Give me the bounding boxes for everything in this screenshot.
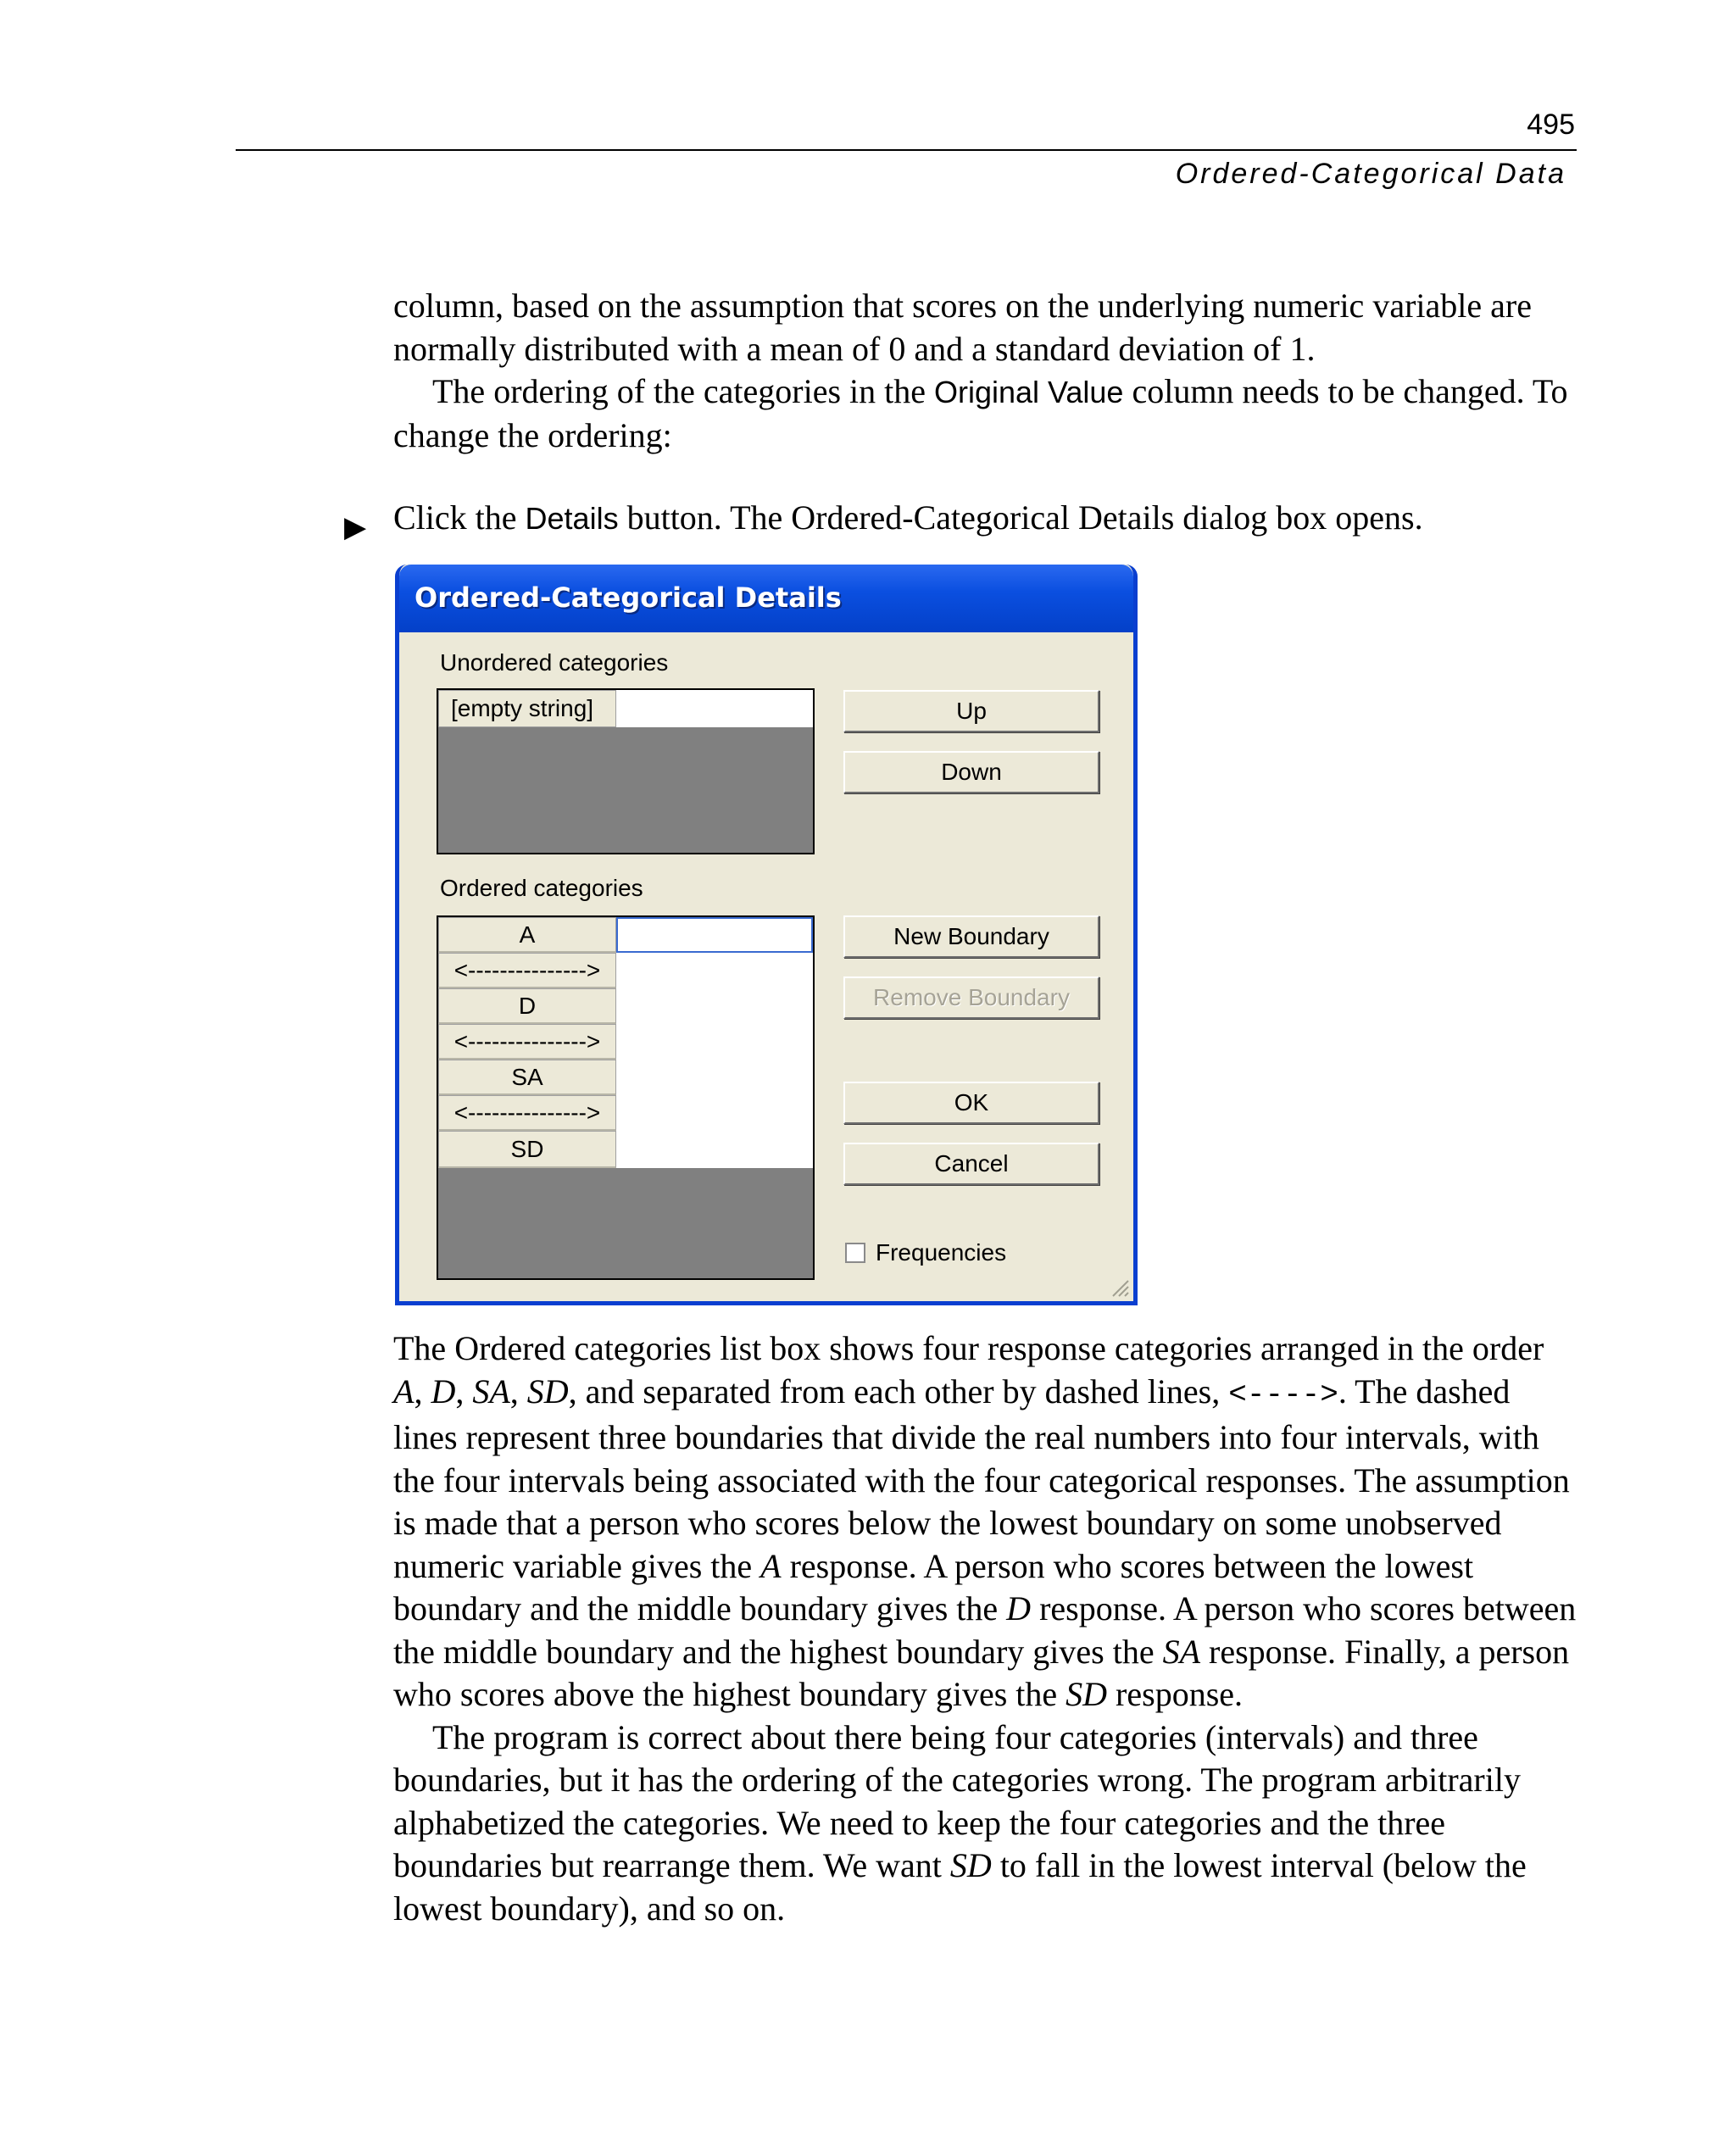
- unordered-item[interactable]: [empty string]: [438, 690, 616, 727]
- explanation-paragraph-1: The Ordered categories list box shows four response categories arranged in the order A, D, SA, SD, and separated from each other by dashed lines, <---->. The dashed lines represent three boundaries that divide the real numbers into four intervals, with the four intervals being associated with the four categorical responses. The assumption is made that a person who scores below the lowest boundary on some unobserved numeric variable gives the A response. A person who scores between the lowest boundary and the middle boundary gives the D response. A person who scores between the middle boundary and the highest boundary gives the SA response. Finally, a person who scores above the highest boundary gives the SD response.: [393, 1329, 1577, 1713]
- ordered-boundary-3[interactable]: <--------------->: [438, 1095, 616, 1131]
- original-value-term: Original Value: [934, 375, 1124, 409]
- up-button[interactable]: Up: [843, 690, 1099, 732]
- intro-paragraph-2: The ordering of the categories in the Original Value column needs to be changed. To change the ordering:: [393, 372, 1568, 454]
- ordered-categories-label: Ordered categories: [440, 875, 643, 901]
- intro-text: [393, 285, 1580, 457]
- down-button[interactable]: Down: [843, 751, 1099, 793]
- bullet-arrow-icon: ▶: [344, 512, 367, 543]
- header-rule: [236, 149, 1577, 151]
- ok-button[interactable]: OK: [843, 1082, 1099, 1124]
- remove-boundary-button[interactable]: Remove Boundary: [843, 976, 1099, 1019]
- details-term: Details: [525, 501, 619, 536]
- ordered-item-sa[interactable]: SA: [438, 1060, 616, 1095]
- frequencies-checkbox[interactable]: [845, 1243, 865, 1263]
- unordered-categories-label: Unordered categories: [440, 649, 669, 676]
- unordered-categories-listbox[interactable]: [437, 688, 815, 854]
- frequencies-label[interactable]: Frequencies: [876, 1239, 1007, 1266]
- intro-paragraph-1: column, based on the assumption that scores on the underlying numeric variable are normally distributed with a mean of 0 and a standard deviation of 1.: [393, 287, 1532, 368]
- ordered-categories-listbox[interactable]: [437, 915, 815, 1280]
- running-head: Ordered-Categorical Data: [1175, 158, 1566, 190]
- ordered-boundary-2[interactable]: <--------------->: [438, 1024, 616, 1060]
- ordered-categorical-details-dialog: [395, 565, 1138, 1305]
- ordered-item-d[interactable]: D: [438, 988, 616, 1024]
- ordered-item-sd[interactable]: SD: [438, 1131, 616, 1168]
- explanation-paragraph-2: The program is correct about there being four categories (intervals) and three boundaries, but it has the ordering of the categories wrong. The program arbitrarily alphabetized the categories. We need to keep the four categories and the three boundaries but rearrange them. We want SD to fall in the lowest interval (below the lowest boundary), and so on.: [393, 1717, 1527, 1928]
- ordered-edit-cell[interactable]: [616, 917, 813, 953]
- explanation-text: [393, 1327, 1580, 1930]
- bullet-text: Click the Details button. The Ordered-Categorical Details dialog box opens.: [393, 498, 1423, 537]
- bullet-step: [393, 497, 1580, 541]
- page-number: 495: [1527, 108, 1575, 141]
- dialog-titlebar[interactable]: [399, 565, 1133, 632]
- ordered-boundary-1[interactable]: <--------------->: [438, 953, 616, 988]
- cancel-button[interactable]: Cancel: [843, 1143, 1099, 1185]
- dashed-line-symbol: <---->: [1228, 1377, 1338, 1412]
- new-boundary-button[interactable]: New Boundary: [843, 915, 1099, 958]
- ordered-item-a[interactable]: A: [438, 917, 616, 953]
- dialog-title: Ordered-Categorical Details: [415, 581, 842, 614]
- resize-grip-icon[interactable]: [1108, 1276, 1130, 1298]
